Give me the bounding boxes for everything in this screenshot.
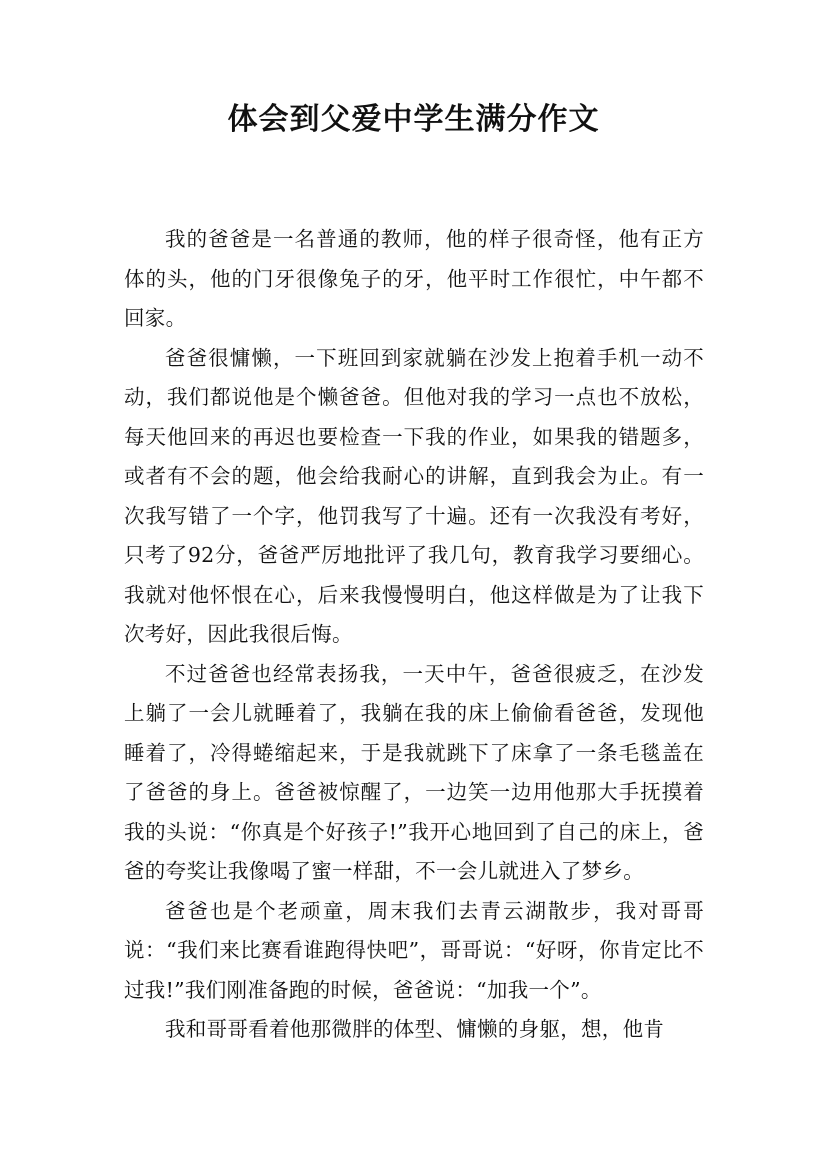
document-body (124, 220, 704, 1050)
paragraph: 不过爸爸也经常表扬我，一天中午，爸爸很疲乏，在沙发上躺了一会儿就睡着了，我躺在我的床上偷偷看爸爸，发现他睡着了，冷得蜷缩起来，于是我就跳下了床拿了一条毛毯盖在了爸爸的身上。爸爸被惊醒了，一边笑一边用他那大手抚摸着我的头说：“你真是个好孩子!”我开心地回到了自己的床上，爸爸的夸奖让我像喝了蜜一样甜，不一会儿就进入了梦乡。 (124, 661, 704, 883)
paragraph: 我和哥哥看着他那微胖的体型、慵懒的身躯，想，他肯 (165, 1017, 665, 1041)
document-title: 体会到父爱中学生满分作文 (227, 102, 600, 137)
paragraph: 爸爸很慵懒，一下班回到家就躺在沙发上抱着手机一动不动，我们都说他是个懒爸爸。但他对我的学习一点也不放松，每天他回来的再迟也要检查一下我的作业，如果我的错题多，或者有不会的题，他会给我耐心的讲解，直到我会为止。有一次我写错了一个字，他罚我写了十遍。还有一次我没有考好，只考了92分，爸爸严厉地批评了我几句，教育我学习要细心。我就对他怀恨在心，后来我慢慢明白，他这样做是为了让我下次考好，因此我很后悔。 (124, 345, 704, 646)
paragraph: 我的爸爸是一名普通的教师，他的样子很奇怪，他有正方体的头，他的门牙很像兔子的牙，他平时工作很忙，中午都不回家。 (124, 227, 704, 330)
paragraph: 爸爸也是个老顽童，周末我们去青云湖散步，我对哥哥说：“我们来比赛看谁跑得快吧”，哥哥说：“好呀，你肯定比不过我!”我们刚准备跑的时候，爸爸说：“加我一个”。 (124, 898, 704, 1002)
